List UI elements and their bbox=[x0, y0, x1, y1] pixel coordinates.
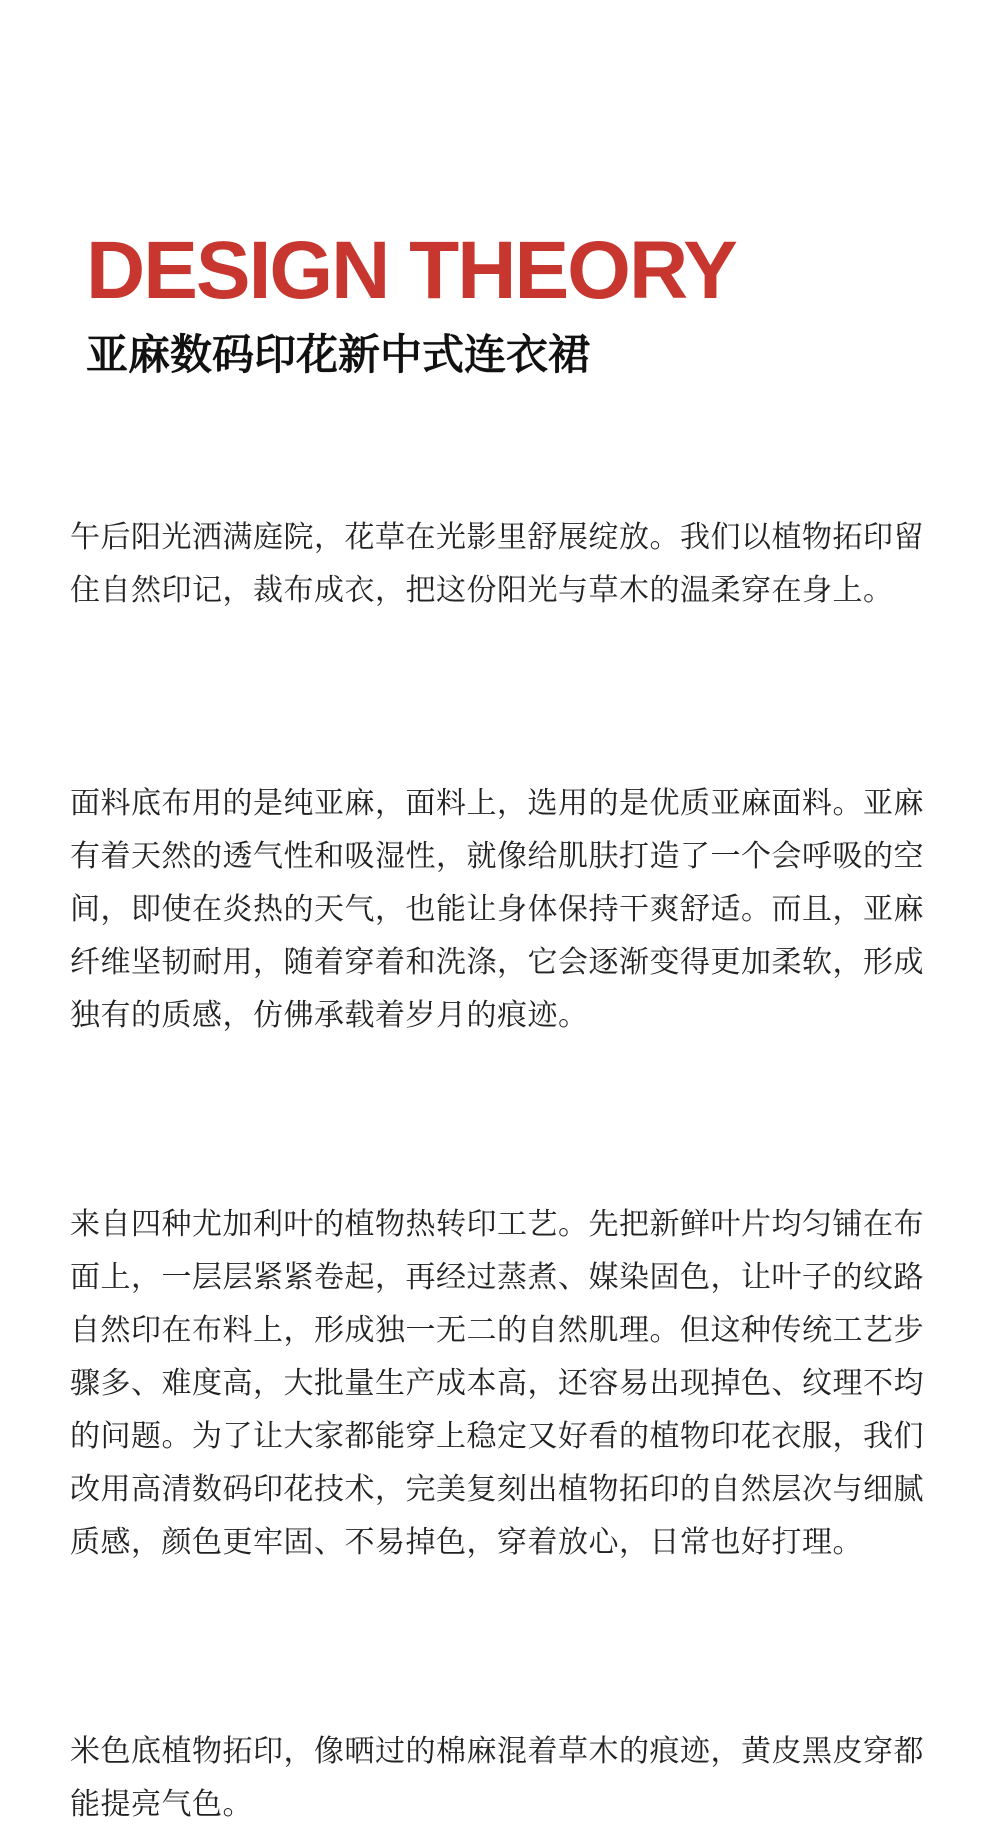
paragraph-printing: 来自四种尤加利叶的植物热转印工艺。先把新鲜叶片均匀铺在布面上，一层层紧紧卷起，再经过蒸煮、媒染固色，让叶子的纹路自然印在布料上，形成独一无二的自然肌理。但这种传统工艺步骤多、难度高，大批量生产成本高，还容易出现掉色、纹理不均的问题。为了让大家都能穿上稳定又好看的植物印花衣服，我们改用高清数码印花技术，完美复刻出植物拓印的自然层次与细腻质感，颜色更牢固、不易掉色，穿着放心，日常也好打理。 bbox=[70, 1207, 924, 1560]
paragraph-intro: 午后阳光洒满庭院，花草在光影里舒展绽放。我们以植物拓印留住自然印记，裁布成衣，把这份阳光与草木的温柔穿在身上。 bbox=[70, 520, 924, 608]
paragraph-fabric: 面料底布用的是纯亚麻，面料上，选用的是优质亚麻面料。亚麻有着天然的透气性和吸湿性，就像给肌肤打造了一个会呼吸的空间，即使在炎热的天气，也能让身体保持干爽舒适。而且，亚麻纤维坚韧耐用，随着穿着和洗涤，它会逐渐变得更加柔软，形成独有的质感，仿佛承载着岁月的痕迹。 bbox=[70, 786, 924, 1033]
headline-chinese: 亚麻数码印花新中式连衣裙 bbox=[86, 330, 591, 379]
headline-english: DESIGN THEORY bbox=[86, 225, 736, 316]
paragraph-color: 米色底植物拓印，像晒过的棉麻混着草木的痕迹，黄皮黑皮穿都能提亮气色。 bbox=[70, 1734, 924, 1822]
